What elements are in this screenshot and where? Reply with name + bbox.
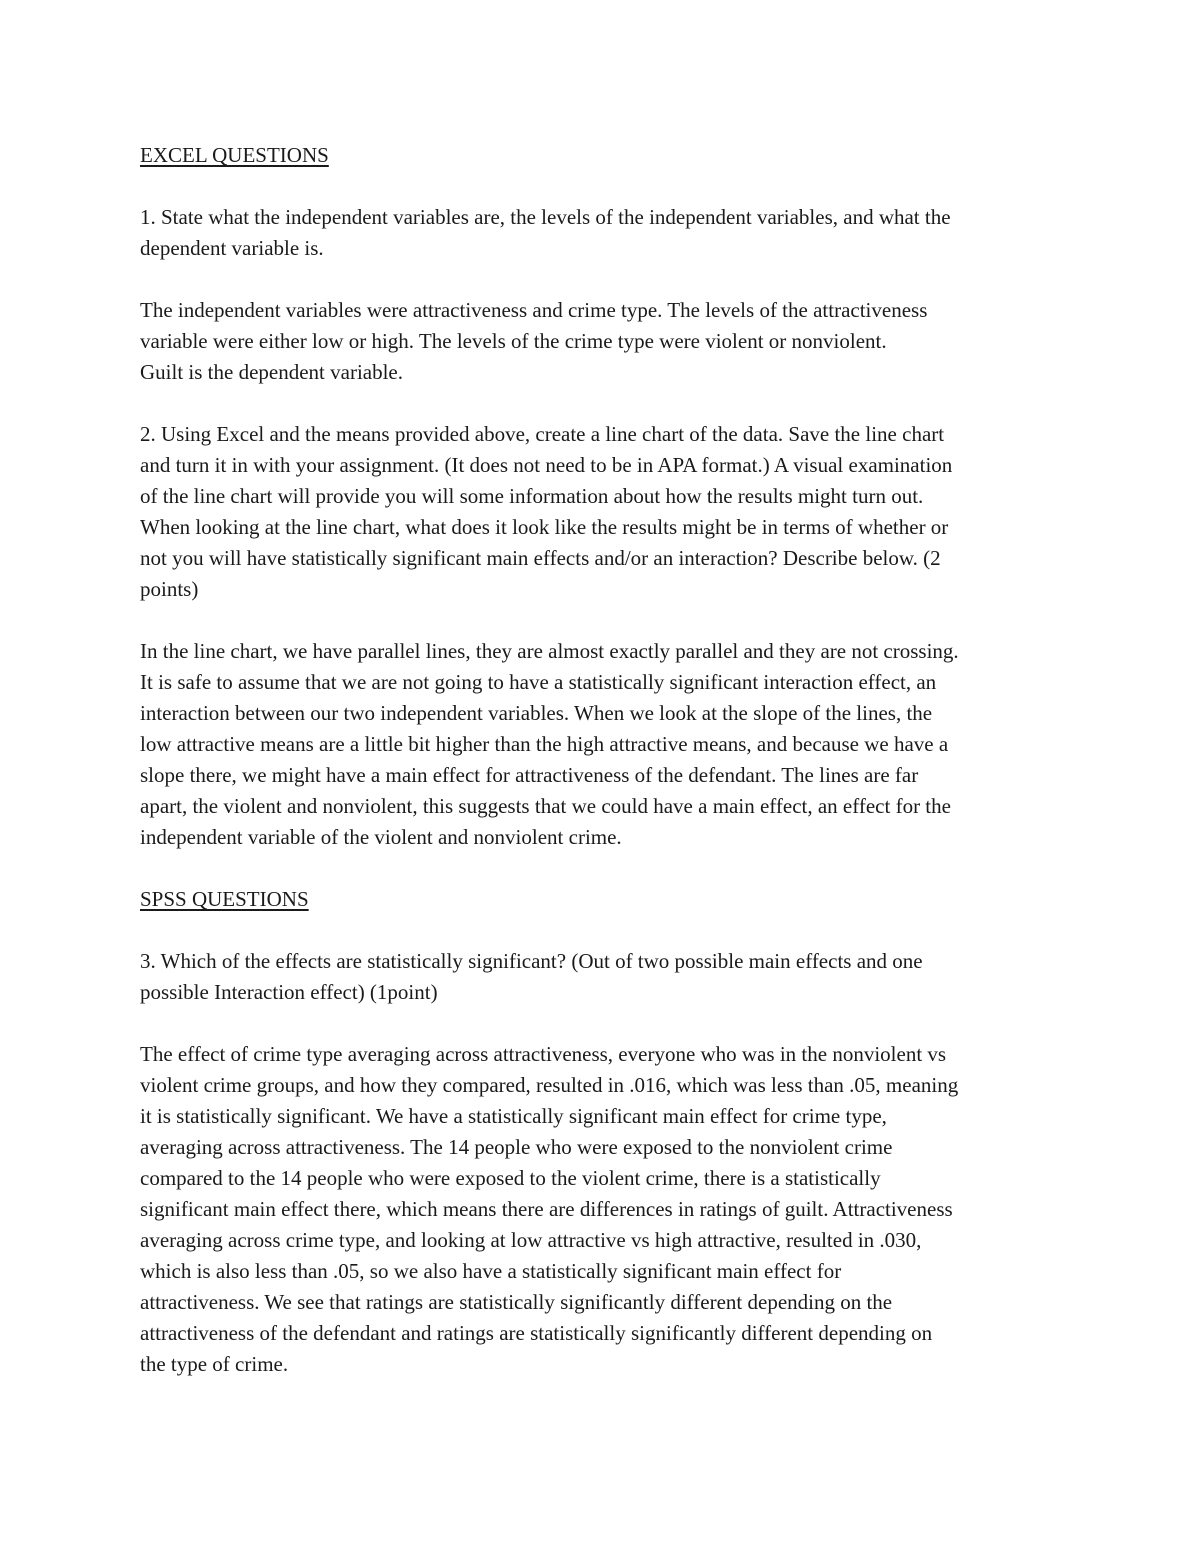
- answer-3-line: it is statistically significant. We have a statistically significant main effect for crime type,: [140, 1104, 887, 1128]
- answer-2-line: independent variable of the violent and nonviolent crime.: [140, 825, 622, 849]
- question-3-line: possible Interaction effect) (1point): [140, 980, 438, 1004]
- question-2-line: and turn it in with your assignment. (It does not need to be in APA format.) A visual examination: [140, 453, 953, 477]
- answer-3-line: compared to the 14 people who were exposed to the violent crime, there is a statistically: [140, 1166, 881, 1190]
- answer-3-line: the type of crime.: [140, 1352, 289, 1376]
- excel-questions-heading: EXCEL QUESTIONS: [140, 143, 329, 167]
- answer-3-line: attractiveness. We see that ratings are statistically significantly different depending on the: [140, 1290, 893, 1314]
- answer-1-line: Guilt is the dependent variable.: [140, 360, 404, 384]
- answer-3-line: averaging across attractiveness. The 14 people who were exposed to the nonviolent crime: [140, 1135, 893, 1159]
- question-1-line: 1. State what the independent variables are, the levels of the independent variables, and what the: [140, 205, 951, 229]
- answer-2-line: In the line chart, we have parallel lines, they are almost exactly parallel and they are not crossing.: [140, 639, 959, 663]
- document-page: [140, 140, 1065, 1380]
- answer-3-line: which is also less than .05, so we also have a statistically significant main effect for: [140, 1259, 842, 1283]
- answer-1-line: The independent variables were attractiveness and crime type. The levels of the attractiveness: [140, 298, 928, 322]
- answer-2-line: low attractive means are a little bit higher than the high attractive means, and because we have a: [140, 732, 949, 756]
- answer-3-line: The effect of crime type averaging across attractiveness, everyone who was in the nonviolent vs: [140, 1042, 947, 1066]
- answer-2-line: interaction between our two independent variables. When we look at the slope of the lines, the: [140, 701, 933, 725]
- answer-2-line: apart, the violent and nonviolent, this suggests that we could have a main effect, an effect for the: [140, 794, 951, 818]
- spss-questions-heading: SPSS QUESTIONS: [140, 887, 309, 911]
- question-3: [140, 946, 1065, 1008]
- question-2-line: 2. Using Excel and the means provided above, create a line chart of the data. Save the line chart: [140, 422, 945, 446]
- question-2-line: When looking at the line chart, what does it look like the results might be in terms of whether or: [140, 515, 949, 539]
- answer-3-line: attractiveness of the defendant and ratings are statistically significantly different depending on: [140, 1321, 933, 1345]
- question-2-line: points): [140, 577, 199, 601]
- question-2-line: not you will have statistically significant main effects and/or an interaction? Describe below. (2: [140, 546, 941, 570]
- question-3-line: 3. Which of the effects are statistically significant? (Out of two possible main effects and one: [140, 949, 923, 973]
- question-2: [140, 419, 1065, 605]
- answer-2-line: slope there, we might have a main effect for attractiveness of the defendant. The lines are far: [140, 763, 919, 787]
- answer-2-line: It is safe to assume that we are not going to have a statistically significant interaction effect, an: [140, 670, 937, 694]
- answer-3-line: significant main effect there, which means there are differences in ratings of guilt. Attractiveness: [140, 1197, 953, 1221]
- answer-3-line: averaging across crime type, and looking at low attractive vs high attractive, resulted in .030,: [140, 1228, 922, 1252]
- question-1-line: dependent variable is.: [140, 236, 324, 260]
- answer-3: [140, 1039, 1065, 1380]
- answer-1: [140, 295, 1065, 388]
- question-1: [140, 202, 1065, 264]
- answer-1-line: variable were either low or high. The levels of the crime type were violent or nonviolent.: [140, 329, 887, 353]
- answer-2: [140, 636, 1065, 853]
- answer-3-line: violent crime groups, and how they compared, resulted in .016, which was less than .05, meaning: [140, 1073, 959, 1097]
- question-2-line: of the line chart will provide you will some information about how the results might turn out.: [140, 484, 924, 508]
